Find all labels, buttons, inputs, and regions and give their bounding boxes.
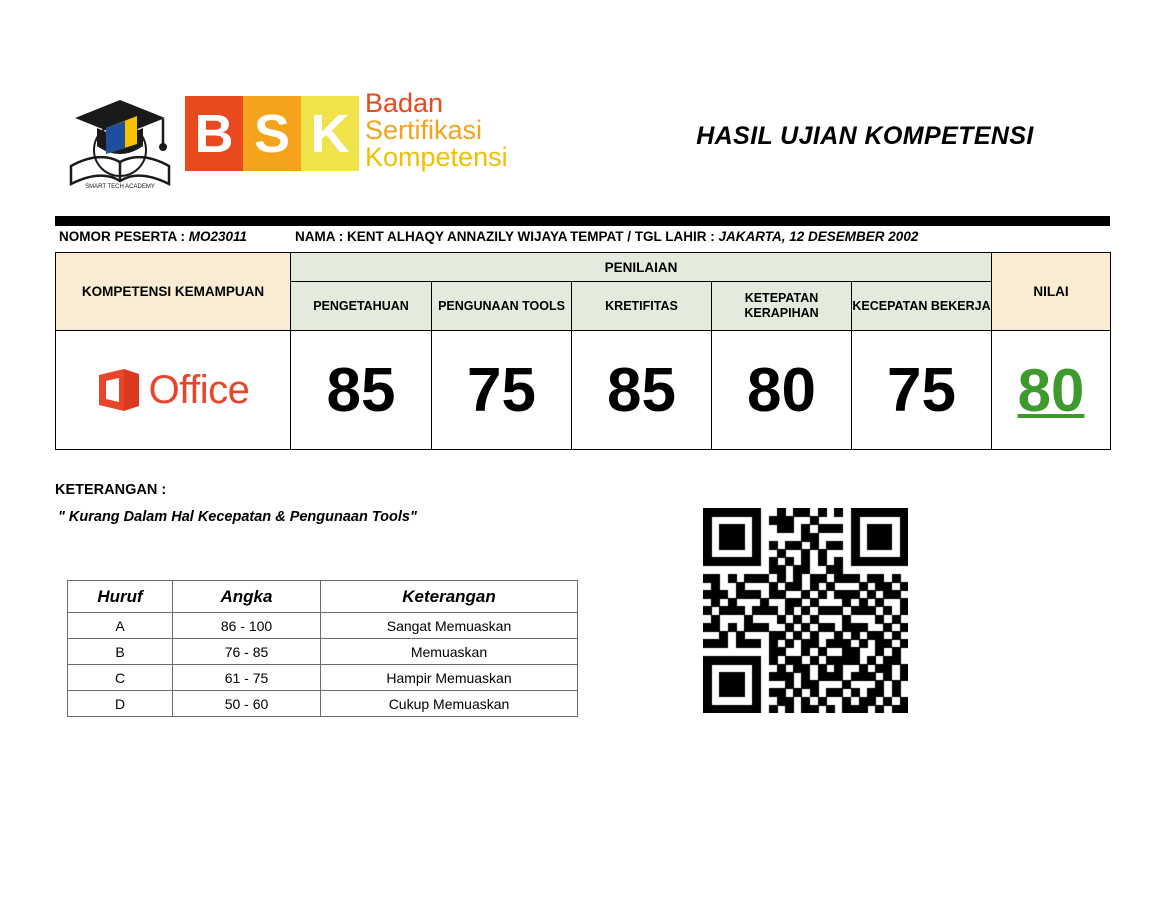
brand-letter-s: S	[243, 96, 301, 171]
identity-nama-value: KENT ALHAQY ANNAZILY WIJAYA	[347, 229, 568, 244]
participant-identity	[55, 229, 1110, 251]
brand-word-kompetensi: Kompetensi	[365, 142, 508, 172]
score-kretifitas: 85	[572, 331, 712, 450]
identity-nomor-value: MO23011	[188, 229, 248, 244]
grade-huruf: B	[68, 639, 173, 665]
keterangan-note: " Kurang Dalam Hal Kecepatan & Pengunaan Tools"	[58, 509, 417, 525]
score-ketepatan-kerapihan: 80	[712, 331, 852, 450]
grade-huruf: C	[68, 665, 173, 691]
table-row	[68, 613, 578, 639]
grade-angka: 50 - 60	[173, 691, 321, 717]
identity-nomor-label: NOMOR PESERTA :	[59, 229, 186, 244]
document-header	[55, 80, 1110, 200]
header-competency: KOMPETENSI KEMAMPUAN	[56, 253, 291, 331]
grade-keterangan: Cukup Memuaskan	[321, 691, 578, 717]
table-header-row-1	[56, 253, 1111, 282]
grade-header-keterangan: Keterangan	[321, 581, 578, 613]
competency-label: Office	[148, 367, 250, 412]
brand-word-sertifikasi: Sertifikasi	[365, 115, 483, 145]
identity-nama	[295, 229, 568, 244]
grade-huruf: D	[68, 691, 173, 717]
grade-keterangan: Sangat Memuaskan	[321, 613, 578, 639]
grade-scale-table	[67, 580, 578, 717]
table-row	[68, 691, 578, 717]
microsoft-office-icon	[97, 367, 141, 413]
identity-tempat-label: TEMPAT / TGL LAHIR :	[570, 229, 715, 244]
brand-letter-b: B	[185, 96, 243, 171]
identity-tempat	[570, 229, 918, 244]
header-ketepatan-kerapihan: KETEPATAN KERAPIHAN	[712, 282, 852, 331]
grade-angka: 86 - 100	[173, 613, 321, 639]
header-penilaian-group: PENILAIAN	[291, 253, 992, 282]
grade-header-row	[68, 581, 578, 613]
header-pengetahuan: PENGETAHUAN	[291, 282, 432, 331]
header-kecepatan-bekerja: KECEPATAN BEKERJA	[852, 282, 992, 331]
score-pengunaan-tools: 75	[432, 331, 572, 450]
header-pengunaan-tools: PENGUNAAN TOOLS	[432, 282, 572, 331]
competency-cell-office	[56, 331, 291, 450]
grade-keterangan: Hampir Memuaskan	[321, 665, 578, 691]
score-final: 80	[992, 331, 1111, 450]
grade-header-huruf: Huruf	[68, 581, 173, 613]
header-kretifitas: KRETIFITAS	[572, 282, 712, 331]
table-row	[68, 665, 578, 691]
brand-word-badan: Badan	[365, 88, 444, 118]
brand-letter-k: K	[301, 96, 359, 171]
grade-angka: 61 - 75	[173, 665, 321, 691]
identity-nama-label: NAMA :	[295, 229, 344, 244]
identity-tempat-value: JAKARTA, 12 DESEMBER 2002	[718, 229, 919, 244]
emblem-ribbon-text: SMART TECH ACADEMY	[85, 184, 155, 190]
score-pengetahuan: 85	[291, 331, 432, 450]
identity-nomor	[59, 229, 247, 244]
score-kecepatan-bekerja: 75	[852, 331, 992, 450]
grade-angka: 76 - 85	[173, 639, 321, 665]
table-row	[56, 331, 1111, 450]
assessment-table	[55, 252, 1111, 450]
page-title: HASIL UJIAN KOMPETENSI	[696, 122, 1034, 150]
bsk-logo	[55, 80, 515, 195]
bsk-letter-blocks	[185, 96, 360, 171]
table-row	[68, 639, 578, 665]
header-final-score: NILAI	[992, 253, 1111, 331]
grade-keterangan: Memuaskan	[321, 639, 578, 665]
graduation-cap-book-emblem	[63, 88, 178, 196]
grade-header-angka: Angka	[173, 581, 321, 613]
header-divider	[55, 216, 1110, 226]
keterangan-label: KETERANGAN :	[55, 482, 167, 498]
grade-huruf: A	[68, 613, 173, 639]
brand-wordmark	[365, 90, 508, 171]
qr-code[interactable]	[703, 508, 908, 713]
